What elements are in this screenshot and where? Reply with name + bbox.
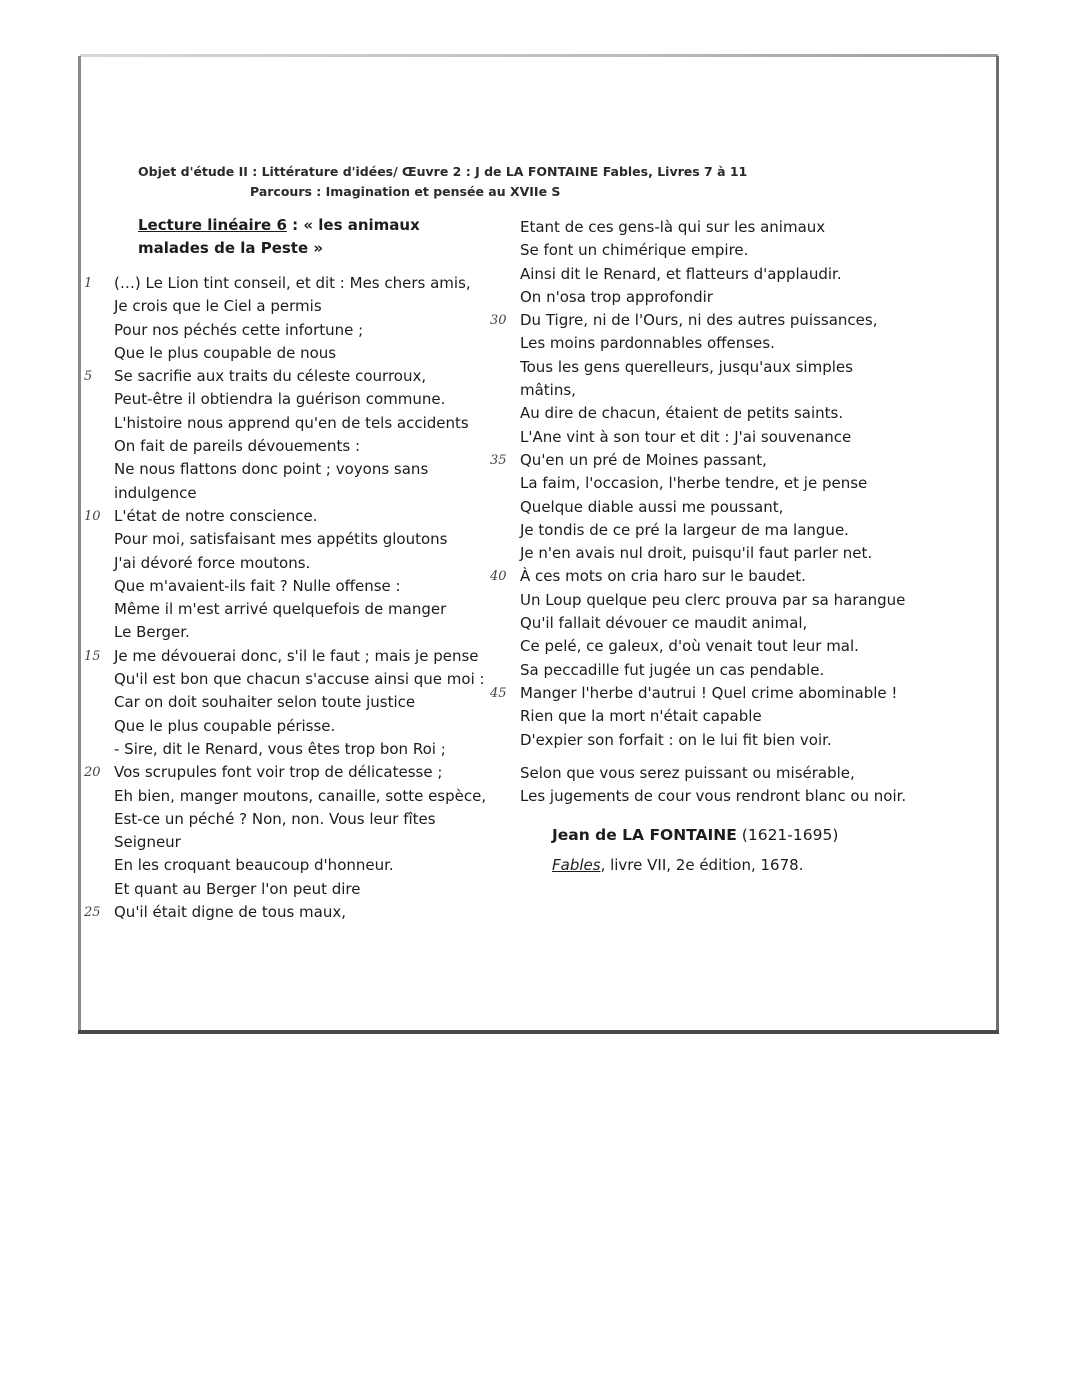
verse-text: Que m'avaient-ils fait ? Nulle offense : (114, 576, 401, 595)
source-book: Fables (552, 856, 601, 874)
verse-text: Que le plus coupable périsse. (114, 716, 336, 735)
verse-text: L'Ane vint à son tour et dit : J'ai souvenance (520, 427, 852, 446)
author-name: Jean de LA FONTAINE (552, 826, 737, 844)
verse (520, 379, 910, 402)
source-details: , livre VII, 2e édition, 1678. (600, 856, 804, 874)
verse-text: Rien que la mort n'était capable (520, 707, 762, 726)
verse-number: 1 (84, 276, 93, 291)
verse-text: Pour nos péchés cette infortune ; (114, 320, 364, 339)
verse-text: Se font un chimérique empire. (520, 241, 749, 260)
page-edge-right (996, 56, 999, 1034)
verse-text: Pour moi, satisfaisant mes appétits gloutons (114, 530, 448, 549)
verse (114, 528, 494, 551)
verse-text: Vos scrupules font voir trop de délicatesse ; (114, 763, 443, 782)
verse (520, 659, 910, 682)
verse-text: On n'osa trop approfondir (520, 287, 713, 306)
author-dates: (1621-1695) (736, 826, 839, 844)
verse (520, 332, 910, 355)
verse (114, 435, 494, 458)
source-reference (552, 856, 803, 874)
verse-text: Qu'en un pré de Moines passant, (520, 450, 767, 469)
verse (520, 496, 910, 519)
verse (490, 309, 910, 332)
verse (520, 239, 910, 262)
verse (84, 901, 494, 924)
verse (114, 342, 494, 365)
verse-text: (…) Le Lion tint conseil, et dit : Mes chers amis, (114, 274, 471, 292)
author-signature (552, 826, 838, 844)
verse (520, 705, 910, 728)
verse-number: 25 (84, 905, 101, 921)
verse-text: Les moins pardonnables offenses. (520, 334, 775, 353)
verse-text: Je crois que le Ciel a permis (114, 297, 322, 316)
verse (520, 729, 910, 752)
verse-text: mâtins, (520, 381, 576, 400)
verse-text: L'histoire nous apprend qu'en de tels accidents (114, 413, 469, 432)
verse (520, 263, 910, 286)
verse-text: On fait de pareils dévouements : (114, 437, 360, 456)
stanza-gap (520, 752, 910, 762)
verse-text: Je tondis de ce pré la largeur de ma langue. (520, 520, 849, 539)
verse (520, 216, 910, 239)
verse (114, 808, 494, 831)
verse (114, 785, 494, 808)
moral-line: Les jugements de cour vous rendront blanc ou noir. (520, 787, 907, 806)
verse-text: Quelque diable aussi me poussant, (520, 497, 784, 516)
verse (114, 319, 494, 342)
verse (520, 426, 910, 449)
verse-text: Un Loup quelque peu clerc prouva par sa harangue (520, 590, 906, 609)
verse-text: Etant de ces gens-là qui sur les animaux (520, 218, 826, 236)
reading-title (138, 214, 488, 260)
verse-number: 35 (490, 452, 507, 468)
verse (114, 412, 494, 435)
verse-text: Tous les gens querelleurs, jusqu'aux simples (520, 357, 853, 376)
verse (84, 761, 494, 784)
verse (520, 472, 910, 495)
verse-number: 20 (84, 765, 101, 781)
moral-line: Selon que vous serez puissant ou misérable, (520, 763, 855, 782)
verse (490, 682, 910, 705)
verse (114, 482, 494, 505)
verse-text: Sa peccadille fut jugée un cas pendable. (520, 660, 825, 679)
verse (520, 635, 910, 658)
verse (114, 738, 494, 761)
reading-label: Lecture linéaire 6 (138, 216, 287, 234)
verse (520, 356, 910, 379)
verse-text: Au dire de chacun, étaient de petits saints. (520, 404, 844, 423)
poem-right-column (490, 216, 910, 808)
verse-text: D'expier son forfait : on le lui fit bien voir. (520, 730, 832, 749)
verse (490, 565, 910, 588)
verse (84, 645, 494, 668)
header-parcours: Parcours : Imagination et pensée au XVIIe S (250, 184, 561, 199)
verse-text: Qu'il était digne de tous maux, (114, 903, 346, 922)
header-course-title: Objet d'étude II : Littérature d'idées/ Œuvre 2 : J de LA FONTAINE Fables, Livres 7 à 11 (138, 164, 748, 179)
verse (114, 575, 494, 598)
poem-left-column (84, 272, 494, 924)
verse-text: L'état de notre conscience. (114, 506, 318, 525)
verse-number: 45 (490, 685, 507, 701)
verse-number: 10 (84, 508, 101, 524)
page-edge-top (80, 54, 998, 57)
verse (520, 286, 910, 309)
verse (520, 589, 910, 612)
verse (520, 612, 910, 635)
verse (114, 621, 494, 644)
verse-text: Que le plus coupable de nous (114, 343, 337, 362)
verse (520, 542, 910, 565)
verse-text: La faim, l'occasion, l'herbe tendre, et je pense (520, 474, 868, 493)
verse-number: 5 (84, 369, 93, 385)
verse-text: Je n'en avais nul droit, puisqu'il faut parler net. (520, 544, 873, 563)
verse (520, 402, 910, 425)
verse-text: Qu'il est bon que chacun s'accuse ainsi que moi : (114, 670, 485, 689)
verse-text: Seigneur (114, 833, 181, 852)
verse-text: Peut-être il obtiendra la guérison commune. (114, 390, 446, 409)
verse (114, 668, 494, 691)
verse-text: Se sacrifie aux traits du céleste courroux, (114, 367, 427, 386)
verse (114, 878, 494, 901)
verse-text: Et quant au Berger l'on peut dire (114, 879, 361, 898)
verse (114, 598, 494, 621)
verse-text: Même il m'est arrivé quelquefois de manger (114, 600, 447, 619)
verse-text: Le Berger. (114, 623, 190, 642)
verse (114, 295, 494, 318)
verse-text: Car on doit souhaiter selon toute justice (114, 693, 416, 712)
page-edge-bottom (78, 1030, 999, 1034)
verse-text: Est-ce un péché ? Non, non. Vous leur fîtes (114, 809, 436, 828)
verse-number: 30 (490, 313, 507, 329)
verse (114, 854, 494, 877)
verse-text: Manger l'herbe d'autrui ! Quel crime abominable ! (520, 683, 898, 702)
verse (114, 552, 494, 575)
verse-text: Ne nous flattons donc point ; voyons sans (114, 460, 429, 479)
verse (114, 458, 494, 481)
verse-text: J'ai dévoré force moutons. (114, 553, 311, 572)
verse (520, 519, 910, 542)
verse-text: indulgence (114, 483, 197, 502)
verse-text: À ces mots on cria haro sur le baudet. (520, 567, 806, 586)
verse (84, 505, 494, 528)
verse-number: 40 (490, 569, 507, 585)
page-edge-left (78, 56, 81, 1034)
verse-text: Ce pelé, ce galeux, d'où venait tout leur mal. (520, 637, 859, 656)
verse-text: - Sire, dit le Renard, vous êtes trop bon Roi ; (114, 739, 446, 758)
verse (114, 715, 494, 738)
verse (114, 388, 494, 411)
verse (114, 691, 494, 714)
verse (490, 449, 910, 472)
verse-text: En les croquant beaucoup d'honneur. (114, 856, 394, 875)
verse-text: Qu'il fallait dévouer ce maudit animal, (520, 614, 808, 633)
verse-number: 15 (84, 648, 101, 664)
verse-text: Je me dévouerai donc, s'il le faut ; mais je pense (114, 646, 479, 665)
reading-fable-title: : « les animaux malades de la Peste » (138, 216, 420, 257)
verse (84, 365, 494, 388)
verse-text: Ainsi dit le Renard, et flatteurs d'applaudir. (520, 264, 842, 283)
verse (84, 272, 494, 295)
verse (114, 831, 494, 854)
verse-text: Du Tigre, ni de l'Ours, ni des autres puissances, (520, 311, 878, 330)
verse-text: Eh bien, manger moutons, canaille, sotte espèce, (114, 786, 487, 805)
